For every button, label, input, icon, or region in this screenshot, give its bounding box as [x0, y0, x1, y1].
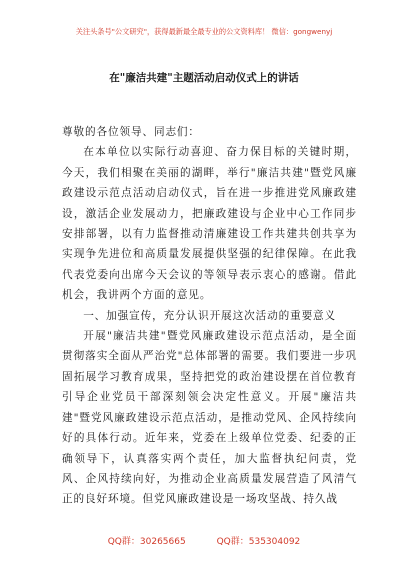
section-heading: 一、加强宣传，充分认识开展这次活动的重要意义: [83, 309, 337, 322]
qq-group-1: QQ群：30265665: [107, 537, 186, 547]
document-title: 在"廉洁共建"主题活动启动仪式上的讲话: [109, 72, 299, 84]
paragraph: 在本单位以实际行动喜迎、奋力保目标的关键时期，今天，我们相聚在美丽的湖畔，举行"廉洁共建"暨党风廉政建设示范点活动启动仪式，旨在进一步推进党风廉政建设，激活企业发展动力，把廉政建设与企业中心工作同步安排部署，以有力监督推动清廉建设工作共建共创共享为实现争先进位和高质量发展提供坚强的纪律保障。在此我代表党委向出席今天会议的等领导表示衷心的感谢。借此机会，我讲两个方面的意见。: [62, 146, 357, 302]
salutation: 尊敬的各位领导、同志们：: [62, 126, 200, 138]
header-notice: 关注头条号"公文研究"，获得最新最全最专业的公文资料库！ 微信：gongwenyj: [75, 27, 333, 36]
footer: [0, 534, 408, 547]
qq-group-2: QQ群：535304092: [216, 537, 301, 547]
document-body: [62, 122, 357, 510]
paragraph: 开展"廉洁共建"暨党风廉政建设示范点活动，是全面贯彻落实全面从严治党"总体部署的需要。我们要进一步巩固拓展学习教育成果，坚持把党的政治建设摆在首位教育引导企业党员干部深刻领会决定性意义。开展"廉洁共建"暨党风廉政建设示范点活动，是推动党风、企风持续向好的具体行动。近年来，党委在上级单位党委、纪委的正确领导下，认真落实两个责任，加大监督执纪问责，党风、企风持续向好，为推动企业高质量发展营造了风清气正的良好环境。但党风廉政建设是一场攻坚战、持久战: [62, 330, 357, 506]
